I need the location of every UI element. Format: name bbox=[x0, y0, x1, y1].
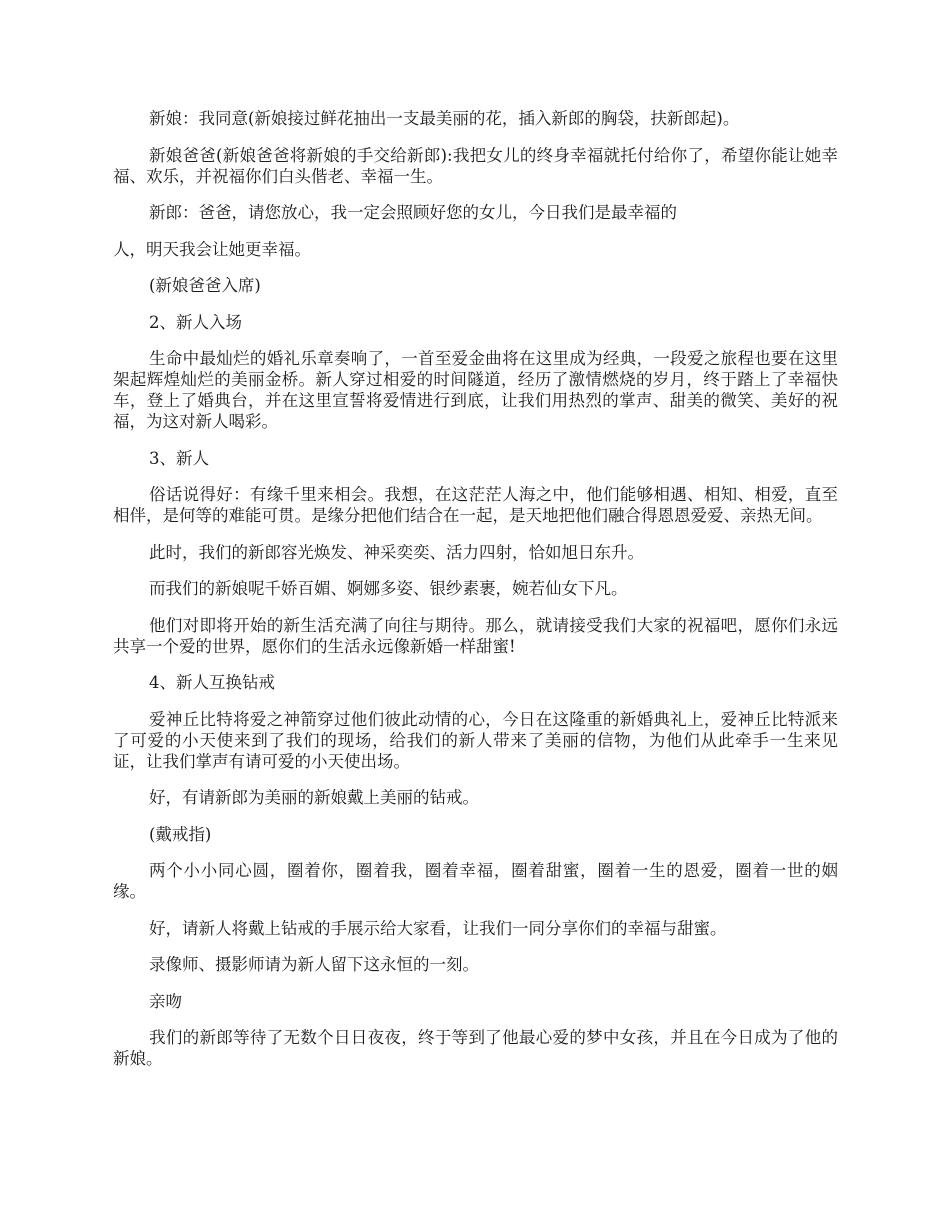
paragraph: 俗话说得好：有缘千里来相会。我想，在这茫茫人海之中，他们能够相遇、相知、相爱，直至相伴，是何等的难能可贯。是缘分把他们结合在一起，是天地把他们融合得恩恩爱爱、亲热无间。 bbox=[113, 485, 838, 525]
paragraph: 而我们的新娘呢千娇百媚、婀娜多姿、银纱素裹，婉若仙女下凡。 bbox=[149, 579, 628, 598]
section-heading: 亲吻 bbox=[149, 991, 182, 1011]
paragraph: 新娘爸爸(新娘爸爸将新娘的手交给新郎):我把女儿的终身幸福就托付给你了，希望你能让她幸福、欢乐，并祝福你们白头偕老、幸福一生。 bbox=[113, 145, 838, 186]
paragraph: 新郎：爸爸，请您放心，我一定会照顾好您的女儿，今日我们是最幸福的 bbox=[149, 203, 677, 222]
document-body bbox=[113, 108, 838, 1085]
paragraph: 新娘：我同意(新娘接过鲜花抽出一支最美丽的花，插入新郎的胸袋，扶新郎起)。 bbox=[149, 109, 740, 128]
paragraph: 此时，我们的新郎容光焕发、神采奕奕、活力四射，恰如旭日东升。 bbox=[149, 542, 644, 562]
paragraph: (戴戒指) bbox=[149, 824, 212, 844]
paragraph: 好，请新人将戴上钻戒的手展示给大家看，让我们一同分享你们的幸福与甜蜜。 bbox=[149, 918, 727, 938]
paragraph: (新娘爸爸入席) bbox=[149, 276, 261, 295]
paragraph: 好，有请新郎为美丽的新娘戴上美丽的钻戒。 bbox=[149, 788, 479, 807]
paragraph: 他们对即将开始的新生活充满了向往与期待。那么，就请接受我们大家的祝福吧，愿你们永远共享一个爱的世界，愿你们的生活永远像新婚一样甜蜜! bbox=[113, 615, 838, 656]
paragraph: 爱神丘比特将爱之神箭穿过他们彼此动情的心，今日在这隆重的新婚典礼上，爱神丘比特派来了可爱的小天使来到了我们的现场，给我们的新人带来了美丽的信物，为他们从此牵手一生来见证，让我们掌声有请可爱的小天使出场。 bbox=[113, 709, 838, 771]
section-heading: 4、新人互换钻戒 bbox=[149, 673, 275, 692]
paragraph: 生命中最灿烂的婚礼乐章奏响了，一首至爱金曲将在这里成为经典，一段爱之旅程也要在这里架起辉煌灿烂的美丽金桥。新人穿过相爱的时间隧道，经历了激情燃烧的岁月，终于踏上了幸福快车，登上了婚典台，并在这里宣誓将爱情进行到底，让我们用热烈的掌声、甜美的微笑、美好的祝福，为这对新人喝彩。 bbox=[113, 349, 838, 431]
section-heading: 2、新人入场 bbox=[149, 312, 242, 332]
paragraph: 人，明天我会让她更幸福。 bbox=[113, 239, 311, 259]
paragraph: 录像师、摄影师请为新人留下这永恒的一刻。 bbox=[149, 955, 479, 974]
paragraph: 两个小小同心圆，圈着你，圈着我，圈着幸福，圈着甜蜜，圈着一生的恩爱，圈着一世的姻缘。 bbox=[113, 861, 838, 901]
section-heading: 3、新人 bbox=[149, 448, 209, 468]
paragraph: 我们的新郎等待了无数个日日夜夜，终于等到了他最心爱的梦中女孩，并且在今日成为了他的新娘。 bbox=[113, 1028, 838, 1068]
